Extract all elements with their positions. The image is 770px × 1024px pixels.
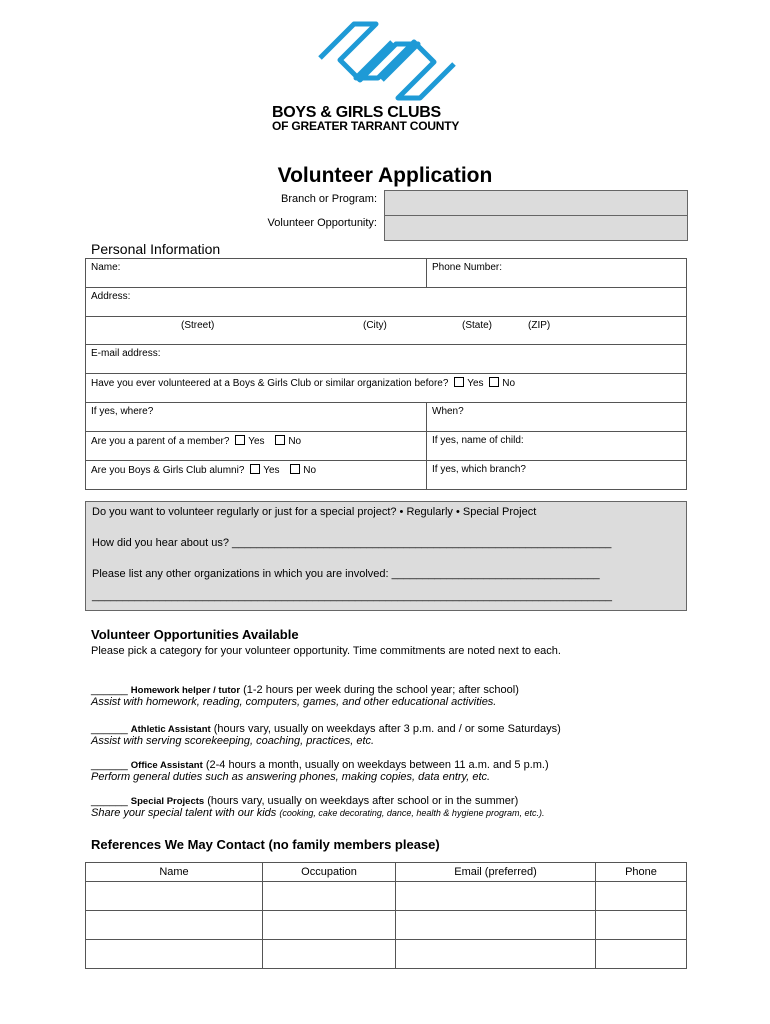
opportunity-desc: Share your special talent with our kids <box>91 807 277 819</box>
references-table <box>85 862 687 969</box>
ref-cell[interactable] <box>86 940 263 969</box>
which-branch-field[interactable] <box>427 461 687 490</box>
volunteered-before-question: Have you ever volunteered at a Boys & Girls Club or similar organization before? <box>91 378 449 389</box>
opportunity-time: (2-4 hours a month, usually on weekdays between 11 a.m. and 5 p.m.) <box>205 759 549 771</box>
email-label: E-mail address: <box>91 348 161 359</box>
alumni-row <box>86 461 427 490</box>
city-label: (City) <box>363 320 387 331</box>
references-heading: References We May Contact (no family members please) <box>91 837 440 852</box>
alumni-question: Are you Boys & Girls Club alumni? <box>91 465 245 476</box>
table-row <box>86 911 687 940</box>
opportunities-intro: Please pick a category for your volunteer opportunity. Time commitments are noted next to each. <box>91 645 561 657</box>
email-field[interactable] <box>86 345 687 374</box>
other-organizations-question[interactable]: Please list any other organizations in which you are involved: __________________________________ <box>92 568 600 580</box>
ref-cell[interactable] <box>86 911 263 940</box>
ref-cell[interactable] <box>263 911 396 940</box>
opportunities-heading: Volunteer Opportunities Available <box>91 627 299 642</box>
no-label: No <box>288 436 302 447</box>
opportunity-blank[interactable]: ______ <box>91 759 128 771</box>
volunteered-before-row <box>86 374 687 403</box>
child-name-field[interactable] <box>427 432 687 461</box>
how-heard-question[interactable]: How did you hear about us? ______________________________________________________________ <box>92 537 612 549</box>
where-field[interactable] <box>86 403 427 432</box>
table-row <box>86 940 687 969</box>
street-label: (Street) <box>181 320 215 331</box>
address-subline[interactable] <box>86 317 687 345</box>
yes-label: Yes <box>467 378 484 389</box>
opportunity-name: Athletic Assistant <box>130 724 211 735</box>
opportunity-name: Homework helper / tutor <box>130 685 241 696</box>
name-field[interactable] <box>86 259 427 288</box>
ref-cell[interactable] <box>396 911 596 940</box>
opportunity-label: Volunteer Opportunity: <box>267 217 377 229</box>
parent-row <box>86 432 427 461</box>
branch-field[interactable] <box>384 190 688 216</box>
ref-cell[interactable] <box>596 882 687 911</box>
ref-col-email: Email (preferred) <box>396 863 596 882</box>
opportunity-desc-extra: (cooking, cake decorating, dance, health & hygiene program, etc.). <box>279 808 545 818</box>
table-row <box>86 882 687 911</box>
address-field[interactable] <box>86 288 687 317</box>
opportunity-name: Office Assistant <box>130 760 203 771</box>
address-label: Address: <box>91 291 131 302</box>
parent-yes-checkbox[interactable] <box>235 435 245 445</box>
ref-col-occupation: Occupation <box>263 863 396 882</box>
where-label: If yes, where? <box>91 406 154 417</box>
personal-info-table <box>85 258 687 490</box>
opportunity-time: (1-2 hours per week during the school year; after school) <box>243 684 519 696</box>
other-organizations-line[interactable]: _____________________________________________________________________________________ <box>92 590 613 602</box>
yes-label: Yes <box>248 436 265 447</box>
which-branch-label: If yes, which branch? <box>432 464 526 475</box>
opportunity-time: (hours vary, usually on weekdays after 3 p.m. and / or some Saturdays) <box>213 723 561 735</box>
phone-field[interactable] <box>427 259 687 288</box>
org-name-line2: OF GREATER TARRANT COUNTY <box>272 119 460 133</box>
yes-label: Yes <box>263 465 280 476</box>
opportunity-desc: Perform general duties such as answering phones, making copies, data entry, etc. <box>91 771 491 783</box>
ref-cell[interactable] <box>263 882 396 911</box>
ref-col-name: Name <box>86 863 263 882</box>
no-label: No <box>303 465 317 476</box>
ref-cell[interactable] <box>596 911 687 940</box>
ref-cell[interactable] <box>396 940 596 969</box>
regular-or-special-question[interactable]: Do you want to volunteer regularly or just for a special project? • Regularly • Special Project <box>92 506 537 518</box>
opportunity-field[interactable] <box>384 215 688 241</box>
opportunity-special-projects[interactable] <box>91 795 544 819</box>
ref-cell[interactable] <box>86 882 263 911</box>
volunteered-yes-checkbox[interactable] <box>454 377 464 387</box>
opportunity-homework[interactable] <box>91 684 519 708</box>
ref-col-phone: Phone <box>596 863 687 882</box>
org-name-line1: BOYS & GIRLS CLUBS <box>272 104 441 121</box>
volunteer-questions-box <box>85 501 687 611</box>
alumni-no-checkbox[interactable] <box>290 464 300 474</box>
when-field[interactable] <box>427 403 687 432</box>
alumni-yes-checkbox[interactable] <box>250 464 260 474</box>
parent-no-checkbox[interactable] <box>275 435 285 445</box>
phone-label: Phone Number: <box>432 262 503 273</box>
boys-girls-clubs-logo <box>312 20 462 102</box>
opportunity-blank[interactable]: ______ <box>91 795 128 807</box>
state-label: (State) <box>462 320 493 331</box>
volunteered-no-checkbox[interactable] <box>489 377 499 387</box>
opportunity-desc: Assist with homework, reading, computers, games, and other educational activities. <box>91 696 497 708</box>
opportunity-blank[interactable]: ______ <box>91 684 128 696</box>
ref-cell[interactable] <box>396 882 596 911</box>
opportunity-desc: Assist with serving scorekeeping, coaching, practices, etc. <box>91 735 375 747</box>
opportunity-athletic[interactable] <box>91 723 561 747</box>
page-title: Volunteer Application <box>277 164 493 187</box>
opportunity-time: (hours vary, usually on weekdays after school or in the summer) <box>207 795 519 807</box>
opportunity-blank[interactable]: ______ <box>91 723 128 735</box>
personal-info-heading: Personal Information <box>91 241 221 257</box>
when-label: When? <box>432 406 464 417</box>
zip-label: (ZIP) <box>528 320 551 331</box>
child-name-label: If yes, name of child: <box>432 435 524 446</box>
ref-cell[interactable] <box>263 940 396 969</box>
parent-question: Are you a parent of a member? <box>91 436 230 447</box>
ref-cell[interactable] <box>596 940 687 969</box>
name-label: Name: <box>91 262 121 273</box>
branch-label: Branch or Program: <box>281 193 377 205</box>
opportunity-office[interactable] <box>91 759 549 783</box>
opportunity-name: Special Projects <box>130 796 205 807</box>
no-label: No <box>502 378 516 389</box>
